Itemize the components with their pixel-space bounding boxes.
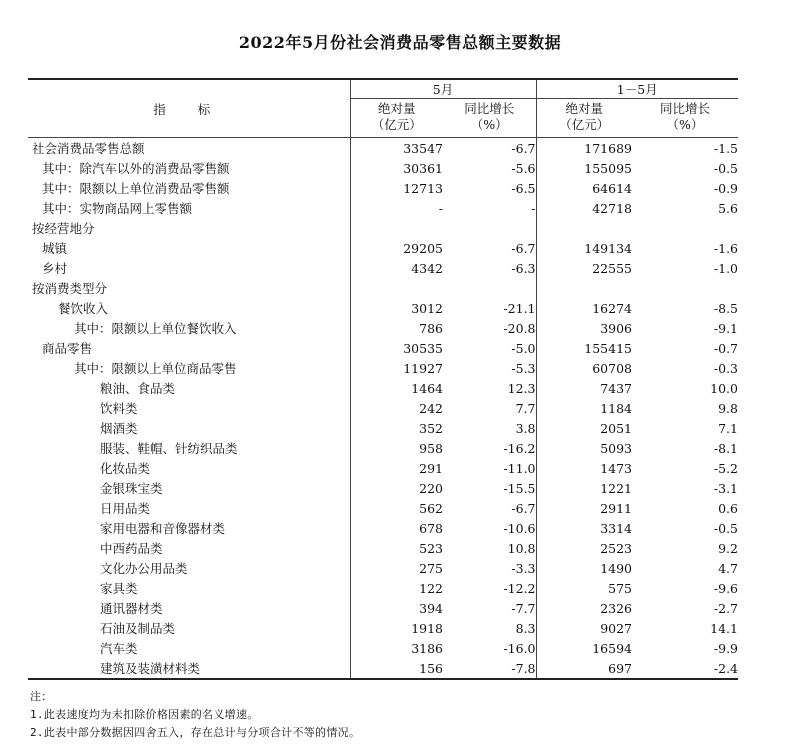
cumulative-absolute-cell: 2326 <box>536 598 632 618</box>
row-label: 社会消费品零售总额 <box>32 141 145 156</box>
cumulative-absolute-cell <box>536 218 632 238</box>
cumulative-absolute-cell: 60708 <box>536 358 632 378</box>
may-yoy-cell <box>443 278 536 298</box>
may-yoy-cell: -11.0 <box>503 460 536 476</box>
cumulative-yoy-cell: -8.1 <box>713 440 738 456</box>
may-absolute-cell: 4342 <box>350 258 443 278</box>
may-yoy-cell: -7.8 <box>443 658 536 679</box>
cumulative-absolute-cell: 64614 <box>536 178 632 198</box>
cumulative-absolute-cell: 3314 <box>536 518 632 538</box>
row-label: 中西药品类 <box>100 541 163 556</box>
cumulative-absolute-cell: 2051 <box>536 418 632 438</box>
may-absolute-cell: 3012 <box>350 298 443 318</box>
may-absolute-cell <box>350 218 443 238</box>
table-row <box>28 278 738 298</box>
period-header-may: 5月 <box>350 79 536 99</box>
table-row <box>28 178 738 198</box>
may-absolute-cell: 220 <box>350 478 443 498</box>
cumulative-yoy-cell: -0.7 <box>713 340 738 356</box>
cumulative-yoy-cell: -0.3 <box>713 360 738 376</box>
may-yoy-cell: -16.0 <box>503 640 536 656</box>
row-label: 乡村 <box>42 261 68 276</box>
may-yoy-cell: -20.8 <box>503 320 536 336</box>
table-row <box>28 638 738 658</box>
row-label: 按经营地分 <box>32 221 95 236</box>
table-row <box>28 298 738 318</box>
table-row <box>28 458 738 478</box>
note-line: 1.此表速度均为未扣除价格因素的名义增速。 <box>30 708 259 721</box>
may-yoy-cell <box>443 218 536 238</box>
table-row <box>28 258 738 278</box>
table-row <box>28 338 738 358</box>
row-label: 其中：实物商品网上零售额 <box>42 201 193 216</box>
may-absolute-cell: 1918 <box>350 618 443 638</box>
cumulative-yoy-cell: -1.0 <box>713 260 738 276</box>
may-yoy-cell: 10.8 <box>507 540 536 556</box>
may-absolute-cell: 958 <box>350 438 443 458</box>
may-absolute-cell: 11927 <box>350 358 443 378</box>
table-row <box>28 398 738 418</box>
cumulative-yoy-cell: 4.7 <box>718 560 738 576</box>
cumulative-absolute-cell: 3906 <box>536 318 632 338</box>
cumulative-yoy-cell: -2.4 <box>632 658 738 679</box>
cumulative-absolute-cell: 16274 <box>536 298 632 318</box>
table-row <box>28 578 738 598</box>
col-header-abs: 绝对量 （亿元） <box>536 99 632 138</box>
table-row <box>28 598 738 618</box>
row-label: 金银珠宝类 <box>100 481 163 496</box>
row-label: 化妆品类 <box>100 461 151 476</box>
table-row <box>28 478 738 498</box>
may-yoy-cell: -16.2 <box>503 440 536 456</box>
may-absolute-cell: 394 <box>350 598 443 618</box>
may-absolute-cell <box>350 278 443 298</box>
row-label: 其中：除汽车以外的消费品零售额 <box>42 161 230 176</box>
may-absolute-cell: 562 <box>350 498 443 518</box>
may-yoy-cell: -6.7 <box>511 140 536 156</box>
may-absolute-cell: 786 <box>350 318 443 338</box>
cumulative-yoy-cell: -0.9 <box>713 180 738 196</box>
table-row <box>28 538 738 558</box>
may-yoy-cell: -6.3 <box>511 260 536 276</box>
may-yoy-cell: -5.6 <box>511 160 536 176</box>
may-absolute-cell: 29205 <box>350 238 443 258</box>
cumulative-absolute-cell: 7437 <box>536 378 632 398</box>
may-yoy-cell: 7.7 <box>515 400 536 416</box>
table-row <box>28 358 738 378</box>
table-row <box>28 438 738 458</box>
may-absolute-cell: 523 <box>350 538 443 558</box>
table-row <box>28 138 738 159</box>
may-yoy-cell: -6.7 <box>511 240 536 256</box>
row-label: 餐饮收入 <box>58 301 109 316</box>
cumulative-absolute-cell: 155415 <box>536 338 632 358</box>
table-row <box>28 218 738 238</box>
may-yoy-cell: -7.7 <box>511 600 536 616</box>
cumulative-absolute-cell: 16594 <box>536 638 632 658</box>
cumulative-yoy-cell: -0.5 <box>713 520 738 536</box>
cumulative-absolute-cell: 2911 <box>536 498 632 518</box>
table-row <box>28 418 738 438</box>
row-label: 通讯器材类 <box>100 601 163 616</box>
may-yoy-cell: -21.1 <box>503 300 536 316</box>
page-title: 2022年5月份社会消费品零售总额主要数据 <box>238 33 562 52</box>
may-absolute-cell: 3186 <box>350 638 443 658</box>
cumulative-yoy-cell: -5.2 <box>713 460 738 476</box>
cumulative-yoy-cell: -1.6 <box>713 240 738 256</box>
row-label: 商品零售 <box>42 341 93 356</box>
cumulative-yoy-cell: 9.2 <box>718 540 738 556</box>
row-label: 粮油、食品类 <box>100 381 176 396</box>
row-label: 建筑及装潢材料类 <box>28 658 350 679</box>
may-yoy-cell: - <box>531 200 536 216</box>
cumulative-absolute-cell: 697 <box>536 658 632 679</box>
cumulative-absolute-cell: 1490 <box>536 558 632 578</box>
table-row <box>28 618 738 638</box>
cumulative-yoy-cell: 0.6 <box>718 500 738 516</box>
table-row <box>28 238 738 258</box>
note-line: 2.此表中部分数据因四舍五入，存在总计与分项合计不等的情况。 <box>30 726 361 739</box>
col-header-yoy: 同比增长 （%） <box>443 99 536 138</box>
cumulative-absolute-cell: 42718 <box>536 198 632 218</box>
row-label: 汽车类 <box>100 641 138 656</box>
may-absolute-cell: 33547 <box>350 138 443 159</box>
col-header-abs: 绝对量 （亿元） <box>350 99 443 138</box>
may-absolute-cell: - <box>350 198 443 218</box>
may-absolute-cell: 156 <box>350 658 443 679</box>
may-yoy-cell: -12.2 <box>503 580 536 596</box>
cumulative-absolute-cell: 5093 <box>536 438 632 458</box>
cumulative-absolute-cell: 1221 <box>536 478 632 498</box>
row-label: 石油及制品类 <box>100 621 176 636</box>
may-absolute-cell: 275 <box>350 558 443 578</box>
cumulative-yoy-cell: -9.1 <box>713 320 738 336</box>
footnotes <box>30 688 360 742</box>
cumulative-absolute-cell: 575 <box>536 578 632 598</box>
may-yoy-cell: -15.5 <box>503 480 536 496</box>
cumulative-absolute-cell: 1473 <box>536 458 632 478</box>
cumulative-absolute-cell <box>536 278 632 298</box>
may-yoy-cell: 3.8 <box>515 420 536 436</box>
may-yoy-cell: -10.6 <box>503 520 536 536</box>
row-label: 服装、鞋帽、针纺织品类 <box>100 441 238 456</box>
period-header-jan-may: 1－5月 <box>536 79 738 99</box>
cumulative-yoy-cell: 10.0 <box>710 380 738 396</box>
cumulative-absolute-cell: 9027 <box>536 618 632 638</box>
cumulative-yoy-cell: -8.5 <box>713 300 738 316</box>
cumulative-absolute-cell: 155095 <box>536 158 632 178</box>
may-absolute-cell: 30361 <box>350 158 443 178</box>
may-yoy-cell: -6.7 <box>511 500 536 516</box>
may-yoy-cell: -5.3 <box>511 360 536 376</box>
may-absolute-cell: 352 <box>350 418 443 438</box>
may-absolute-cell: 678 <box>350 518 443 538</box>
cumulative-yoy-cell: -9.6 <box>713 580 738 596</box>
row-label: 城镇 <box>42 241 68 256</box>
row-label: 家具类 <box>100 581 138 596</box>
cumulative-absolute-cell: 171689 <box>536 138 632 159</box>
cumulative-yoy-cell: -9.9 <box>713 640 738 656</box>
may-yoy-cell: -5.0 <box>511 340 536 356</box>
may-absolute-cell: 12713 <box>350 178 443 198</box>
cumulative-yoy-cell: -1.5 <box>713 140 738 156</box>
row-label: 饮料类 <box>100 401 138 416</box>
table-row <box>28 498 738 518</box>
row-label: 其中：限额以上单位消费品零售额 <box>42 181 230 196</box>
row-label: 文化办公用品类 <box>100 561 188 576</box>
cumulative-yoy-cell: 14.1 <box>710 620 738 636</box>
cumulative-yoy-cell <box>632 278 738 298</box>
row-label: 其中：限额以上单位餐饮收入 <box>74 321 237 336</box>
cumulative-absolute-cell: 149134 <box>536 238 632 258</box>
may-absolute-cell: 122 <box>350 578 443 598</box>
table-row <box>28 658 738 679</box>
indicator-header: 指 标 <box>28 79 350 138</box>
may-yoy-cell: 12.3 <box>507 380 536 396</box>
cumulative-yoy-cell: 5.6 <box>718 200 738 216</box>
may-yoy-cell: -6.5 <box>511 180 536 196</box>
retail-data-table <box>28 78 738 680</box>
may-yoy-cell: -3.3 <box>511 560 536 576</box>
table-row <box>28 198 738 218</box>
table-row <box>28 158 738 178</box>
row-label: 家用电器和音像器材类 <box>100 521 226 536</box>
cumulative-absolute-cell: 22555 <box>536 258 632 278</box>
may-absolute-cell: 1464 <box>350 378 443 398</box>
table-row <box>28 558 738 578</box>
cumulative-yoy-cell: -0.5 <box>713 160 738 176</box>
row-label: 烟酒类 <box>100 421 138 436</box>
may-yoy-cell: 8.3 <box>515 620 536 636</box>
cumulative-yoy-cell: -3.1 <box>713 480 738 496</box>
row-label: 按消费类型分 <box>32 281 108 296</box>
notes-heading: 注： <box>30 690 53 703</box>
cumulative-yoy-cell: -2.7 <box>713 600 738 616</box>
may-absolute-cell: 30535 <box>350 338 443 358</box>
cumulative-yoy-cell: 9.8 <box>718 400 738 416</box>
may-absolute-cell: 291 <box>350 458 443 478</box>
cumulative-absolute-cell: 1184 <box>536 398 632 418</box>
col-header-yoy: 同比增长 （%） <box>632 99 738 138</box>
row-label: 日用品类 <box>100 501 151 516</box>
may-absolute-cell: 242 <box>350 398 443 418</box>
table-row <box>28 518 738 538</box>
cumulative-yoy-cell: 7.1 <box>718 420 738 436</box>
cumulative-yoy-cell <box>632 218 738 238</box>
table-row <box>28 378 738 398</box>
table-row <box>28 318 738 338</box>
row-label: 其中：限额以上单位商品零售 <box>74 361 237 376</box>
cumulative-absolute-cell: 2523 <box>536 538 632 558</box>
